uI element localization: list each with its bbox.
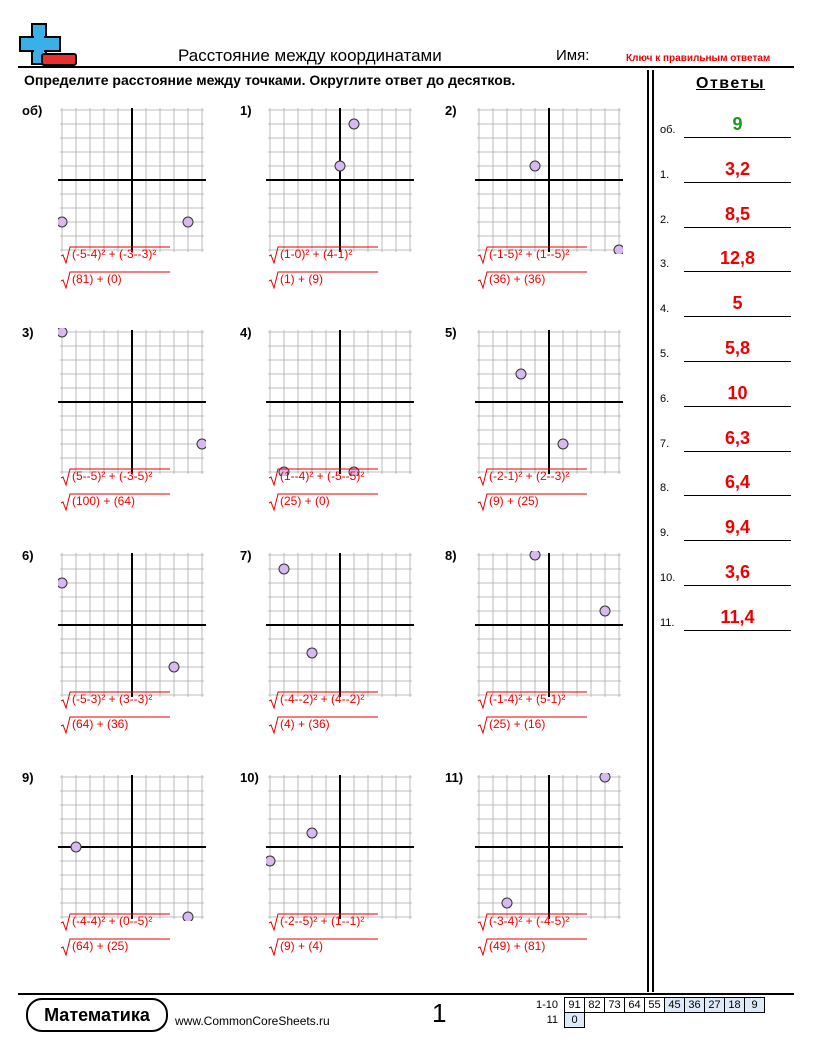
- answer-row: [660, 287, 791, 317]
- answer-number: 3.: [660, 258, 670, 271]
- problem-label: об): [22, 103, 43, 118]
- logo-icon: [18, 22, 80, 68]
- distance-formula: (36) + (36): [489, 272, 546, 286]
- distance-formula: (-2--5)² + (1--1)²: [280, 914, 365, 928]
- answer-line: [684, 316, 791, 317]
- problem-label: 2): [445, 103, 457, 118]
- plot-point: [266, 856, 275, 866]
- answer-line: [684, 271, 791, 272]
- answer-number: 4.: [660, 303, 670, 316]
- distance-formula: (64) + (25): [72, 939, 129, 953]
- score-row-label: 11: [546, 1014, 558, 1026]
- distance-formula: (25) + (0): [280, 494, 330, 508]
- plot-point: [530, 161, 540, 171]
- answer-row: [660, 332, 791, 362]
- answer-number: 11.: [660, 616, 675, 629]
- problem-label: 5): [445, 325, 457, 340]
- answer-line: [684, 227, 791, 228]
- plot-point: [600, 773, 610, 782]
- plot-point: [516, 369, 526, 379]
- distance-formula: (25) + (16): [489, 717, 546, 731]
- plot-point: [58, 328, 67, 337]
- answer-value: 6,4: [724, 472, 751, 493]
- answer-row: [660, 422, 791, 452]
- plot-point: [307, 648, 317, 658]
- answer-value: 5,8: [724, 338, 751, 358]
- answer-value: 6,3: [724, 427, 751, 448]
- score-cell: 82: [585, 998, 605, 1013]
- site-url: www.CommonCoreSheets.ru: [175, 1014, 330, 1028]
- instructions: Определите расстояние между точками. Округлите ответ до десятков.: [24, 72, 516, 88]
- score-cell: 91: [565, 998, 585, 1013]
- column-divider: [647, 70, 649, 992]
- answer-value: 11,4: [720, 606, 755, 627]
- page-title: Расстояние между координатами: [178, 46, 442, 65]
- plot-point: [169, 662, 179, 672]
- plot-point: [58, 578, 67, 588]
- coordinate-grid: [58, 773, 206, 921]
- plot-point: [600, 606, 610, 616]
- score-row: [527, 1013, 765, 1028]
- answer-value: 10: [727, 382, 748, 403]
- answer-value: 3,6: [724, 562, 751, 582]
- plot-point: [307, 828, 317, 838]
- distance-formula: (9) + (4): [280, 939, 324, 953]
- answers-title: Ответы: [696, 75, 766, 92]
- answer-line: [684, 451, 791, 452]
- coordinate-grid: [58, 328, 206, 476]
- answer-value: 9,4: [724, 517, 751, 538]
- answer-row: [660, 153, 791, 183]
- plot-point: [349, 119, 359, 129]
- score-cell: 55: [645, 998, 665, 1013]
- answer-row: [660, 511, 791, 541]
- coordinate-grid: [266, 328, 414, 476]
- distance-formula: (-5-4)² + (-3--3)²: [72, 247, 157, 261]
- distance-formula: (-1-5)² + (1--5)²: [489, 247, 570, 261]
- distance-formula: (4) + (36): [280, 717, 330, 731]
- brand-badge: Математика: [26, 998, 168, 1032]
- score-cell: 36: [685, 998, 705, 1013]
- answer-number: об.: [660, 124, 676, 136]
- answer-value: 12,8: [719, 248, 756, 269]
- header-divider: [18, 66, 794, 68]
- plot-point: [335, 161, 345, 171]
- answer-number: 5.: [660, 348, 670, 360]
- score-cell: 64: [625, 998, 645, 1013]
- answer-row: [660, 377, 791, 407]
- score-cell: 9: [745, 998, 765, 1013]
- distance-formula: (5--5)² + (-3-5)²: [72, 469, 153, 483]
- plot-point: [558, 439, 568, 449]
- answer-row: [660, 198, 791, 228]
- score-cell: 27: [705, 998, 725, 1013]
- answer-line: [684, 182, 791, 183]
- answer-number: 10.: [660, 572, 676, 584]
- answer-row: [660, 108, 791, 138]
- problem-label: 11): [445, 770, 464, 785]
- score-table: [527, 997, 765, 1028]
- problem-label: 9): [22, 770, 34, 785]
- answer-key-label: Ключ к правильным ответам: [626, 53, 771, 64]
- answer-value: 9: [732, 114, 743, 134]
- score-row-label: 1-10: [535, 999, 558, 1011]
- plot-point: [58, 217, 67, 227]
- plot-point: [71, 842, 81, 852]
- answer-number: 7.: [660, 437, 670, 450]
- coordinate-grid: [475, 551, 623, 699]
- answer-number: 1.: [660, 168, 670, 181]
- coordinate-grid: [266, 551, 414, 699]
- name-label: Имя:: [556, 47, 590, 64]
- problem-label: 10): [240, 770, 259, 785]
- answer-number: 6.: [660, 392, 670, 405]
- plot-point: [279, 564, 289, 574]
- answer-line: [684, 137, 791, 138]
- column-divider: [652, 70, 654, 992]
- page-number: 1: [432, 998, 447, 1028]
- problem-label: 4): [240, 325, 252, 340]
- plot-point: [197, 439, 206, 449]
- score-cell: 73: [605, 998, 625, 1013]
- distance-formula: (-4-4)² + (0--5)²: [72, 914, 153, 928]
- answer-number: 9.: [660, 527, 670, 540]
- distance-formula: (1-0)² + (4-1)²: [280, 247, 353, 261]
- answer-row: [660, 242, 791, 272]
- answer-number: 8.: [660, 482, 670, 495]
- score-row: [527, 998, 765, 1013]
- coordinate-grid: [266, 106, 414, 254]
- distance-formula: (1) + (9): [280, 272, 324, 286]
- problem-label: 6): [22, 548, 34, 563]
- distance-formula: (64) + (36): [72, 717, 129, 731]
- answer-value: 5: [732, 293, 743, 314]
- distance-formula: (100) + (64): [72, 494, 136, 508]
- answer-line: [684, 406, 791, 407]
- footer-divider: [18, 993, 794, 995]
- plot-point: [502, 898, 512, 908]
- answer-row: [660, 466, 791, 496]
- plot-point: [183, 217, 193, 227]
- score-cell: 45: [665, 998, 685, 1013]
- answer-value: 3,2: [724, 158, 751, 179]
- answer-number: 2.: [660, 213, 670, 226]
- distance-formula: (-5-3)² + (3--3)²: [72, 692, 153, 706]
- coordinate-grid: [475, 328, 623, 476]
- answer-line: [684, 361, 791, 362]
- plot-point: [530, 551, 540, 560]
- distance-formula: (1--4)² + (-5--5)²: [280, 469, 365, 483]
- answer-value: 8,5: [724, 203, 751, 224]
- answer-line: [684, 585, 791, 586]
- answer-line: [684, 495, 791, 496]
- coordinate-grid: [475, 106, 623, 254]
- problem-label: 8): [445, 548, 457, 563]
- distance-formula: (9) + (25): [489, 494, 539, 508]
- problem-label: 7): [240, 548, 252, 563]
- problem-label: 1): [240, 103, 252, 118]
- coordinate-grid: [475, 773, 623, 921]
- answer-line: [684, 540, 791, 541]
- distance-formula: (-4--2)² + (4--2)²: [280, 692, 365, 706]
- problem-label: 3): [22, 325, 34, 340]
- distance-formula: (-2-1)² + (2--3)²: [489, 469, 570, 483]
- answer-line: [684, 630, 791, 631]
- distance-formula: (81) + (0): [72, 272, 122, 286]
- distance-formula: (-3-4)² + (-4-5)²: [489, 914, 570, 928]
- answer-row: [660, 556, 791, 586]
- coordinate-grid: [58, 106, 206, 254]
- distance-formula: (-1-4)² + (5-1)²: [489, 692, 566, 706]
- score-cell: 18: [725, 998, 745, 1013]
- coordinate-grid: [266, 773, 414, 921]
- answer-row: [660, 601, 791, 631]
- coordinate-grid: [58, 551, 206, 699]
- distance-formula: (49) + (81): [489, 939, 546, 953]
- score-cell: 0: [565, 1013, 585, 1028]
